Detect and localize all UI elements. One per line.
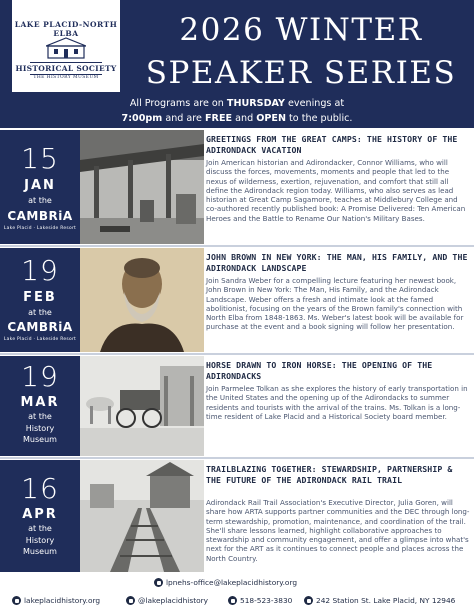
date-column — [0, 460, 80, 572]
talk-title: TRAILBLAZING TOGETHER: STEWARDSHIP, PARTNERSHIP & THE FUTURE OF THE ADIRONDACK RAIL TRAIL — [206, 464, 453, 485]
intro-text — [0, 96, 474, 126]
intro-time: 7:00pm — [121, 113, 163, 124]
talk-description: Adirondack Rail Trail Association's Executive Director, Julia Goren, will share how ARTA supports partner communities and the DEC through long-term stewardship, promotion, maintenance, and coordination of the trail. She'll share lessons learned, highlight collaborative approaches to stewardship and community engagement, and offer a glimpse into what's next for the ART as it continues to connect people and places across the North Country. — [206, 498, 470, 563]
intro-part: and are — [162, 113, 205, 124]
mail-icon — [154, 578, 163, 587]
cambria-logo: CAMBRiA — [7, 320, 73, 334]
intro-open: OPEN — [256, 113, 286, 124]
intro-part: to the public. — [286, 113, 353, 124]
footer-email[interactable] — [154, 578, 297, 587]
intro-day: THURSDAY — [226, 98, 285, 109]
talk-at: at the — [28, 412, 52, 421]
talk-month: FEB — [23, 290, 57, 305]
talk-day: 15 — [21, 142, 59, 175]
talk-day: 19 — [21, 360, 59, 393]
page-title-line1: 2026 WINTER — [179, 12, 423, 48]
talk-description: Join Sandra Weber for a compelling lecture featuring her newest book, John Brown in New York: The Man, His Family, and the Adirondack Landscape. Weber offers a fresh and intimate look at the famed abolitionist, focusing on the years of the Brown family's connection with North Elba from 1848-1863. Ms. Weber's latest book will be available for purchase at the event and a book signing will follow her presentation. — [206, 276, 464, 332]
venue-history-museum-line1: History — [25, 424, 55, 433]
talk-description: Join Parmelee Tolkan as she explores the history of early transportation in the United States and the opening up of the Adirondacks to summer residents and tourists with the arrival of the trains. Ms. Tolkan is a long-time resident of Lake Placid and a Historical Society board member. — [206, 384, 468, 421]
cambria-subtitle: Lake Placid · Lakeside Resort — [3, 337, 77, 342]
date-column — [0, 356, 80, 456]
footer-address — [304, 596, 455, 605]
talk-at: at the — [28, 524, 52, 533]
talk-content — [206, 356, 470, 456]
talk-row-feb — [0, 248, 474, 352]
email-text: lpnehs-office@lakeplacidhistory.org — [166, 578, 298, 587]
logo-rule-top — [30, 62, 102, 63]
rail-tracks-photo — [80, 460, 204, 572]
talk-month: MAR — [20, 395, 60, 410]
globe-icon — [12, 596, 21, 605]
venue-history-museum-line1: History — [25, 536, 55, 545]
talk-row-jan — [0, 130, 474, 244]
talk-description: Join American historian and Adirondacker, Connor Williams, who will discuss the forces, movements, moments and people that led to the nexus of wilderness, exertion, rejuvenation, and comfort that still all define the Adirondack region today. Williams, who also serves as lead historian at Great Camp Sagamore, teaches at Middlebury College and co-authored recently published book: A Promise Delivered: Ten American Heroes and the Battle to Rename Our Nation's Military Bases. — [206, 158, 466, 223]
museum-building-icon — [46, 36, 86, 60]
talk-content — [206, 248, 470, 352]
john-brown-portrait-photo — [80, 248, 204, 352]
talk-title: HORSE DRAWN TO IRON HORSE: THE OPENING OF THE ADIRONDACKS — [206, 360, 433, 381]
footer — [0, 576, 474, 613]
talk-at: at the — [28, 308, 52, 317]
intro-part: and — [232, 113, 257, 124]
venue-history-museum-line2: Museum — [23, 435, 57, 444]
instagram-icon — [126, 596, 135, 605]
footer-social[interactable] — [126, 596, 208, 605]
date-column — [0, 130, 80, 244]
talk-month: APR — [22, 507, 58, 522]
row-separator — [0, 245, 474, 247]
talk-title: JOHN BROWN IN NEW YORK: THE MAN, HIS FAMILY, AND THE ADIRONDACK LANDSCAPE — [206, 252, 468, 273]
great-camp-porch-photo — [80, 130, 204, 244]
intro-part: evenings at — [284, 98, 345, 109]
talk-row-mar — [0, 356, 474, 456]
horse-carriage-photo — [80, 356, 204, 456]
talk-title: GREETINGS FROM THE GREAT CAMPS: THE HISTORY OF THE ADIRONDACK VACATION — [206, 134, 458, 155]
date-column — [0, 248, 80, 352]
logo-name: HISTORICAL SOCIETY — [15, 64, 117, 73]
logo-arc-text: LAKE PLACID-NORTH ELBA — [14, 20, 118, 38]
talk-content — [206, 460, 470, 572]
intro-free: FREE — [205, 113, 233, 124]
address-text: 242 Station St. Lake Placid, NY 12946 — [316, 596, 456, 605]
phone-icon — [228, 596, 237, 605]
talk-day: 19 — [21, 254, 59, 287]
cambria-logo: CAMBRiA — [7, 209, 73, 223]
talk-day: 16 — [21, 472, 59, 505]
location-icon — [304, 596, 313, 605]
page-title-line2: SPEAKER SERIES — [145, 55, 457, 91]
talk-month: JAN — [24, 178, 56, 193]
cambria-subtitle: Lake Placid · Lakeside Resort — [3, 226, 77, 231]
row-separator — [0, 353, 474, 355]
row-separator — [0, 457, 474, 459]
phone-text: 518-523-3830 — [240, 596, 293, 605]
talk-content — [206, 130, 470, 244]
footer-website[interactable] — [12, 596, 100, 605]
footer-phone[interactable] — [228, 596, 292, 605]
venue-history-museum-line2: Museum — [23, 547, 57, 556]
social-text: @lakeplacidhistory — [138, 596, 209, 605]
talk-row-apr — [0, 460, 474, 572]
intro-part: All Programs are on — [129, 98, 227, 109]
logo-subtitle: THE HISTORY MUSEUM — [33, 75, 99, 80]
website-text: lakeplacidhistory.org — [24, 596, 101, 605]
talk-at: at the — [28, 196, 52, 205]
